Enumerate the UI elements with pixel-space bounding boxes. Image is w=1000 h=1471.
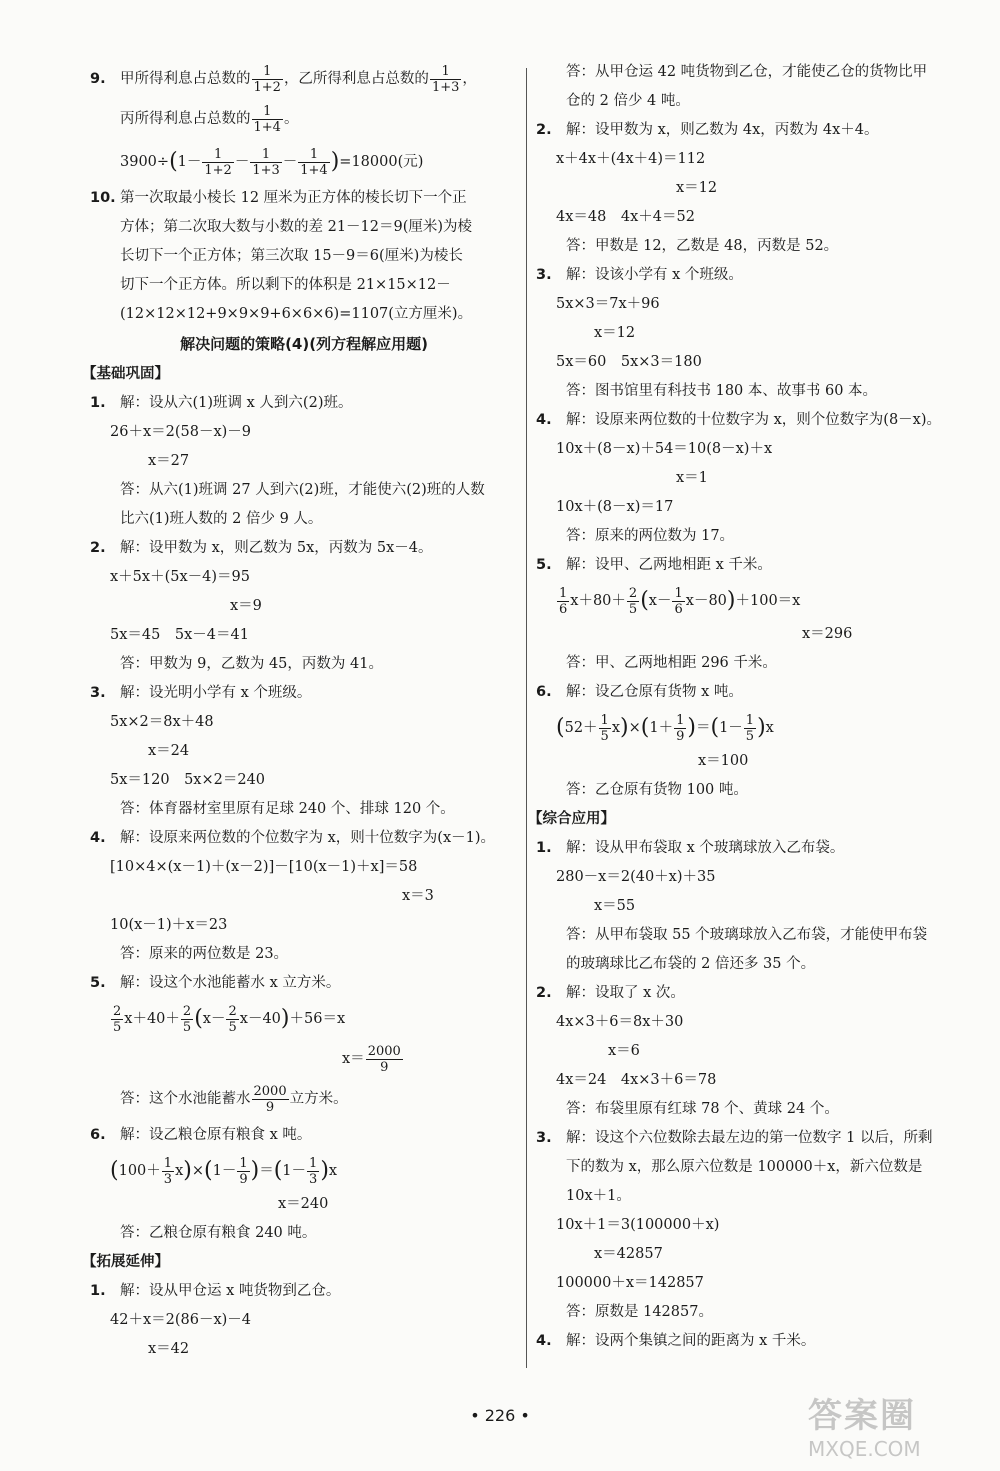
answer: 的玻璃球比乙布袋的 2 倍还多 35 个。 bbox=[566, 956, 816, 972]
ext-3-line-1: 3. 解：设该小学有 x 个班级。 bbox=[536, 267, 743, 283]
answer: 答：从甲仓运 42 吨货物到乙仓，才能使乙仓的货物比甲 bbox=[566, 64, 928, 80]
basic-6-line-1: 6. 解：设乙粮仓原有粮食 x 吨。 bbox=[90, 1127, 312, 1143]
equation: 5x＝45 5x－4＝41 bbox=[110, 627, 249, 643]
problem-10-line-5: (12×12×12+9×9×9+6×6×6)=1107(立方厘米)。 bbox=[120, 306, 473, 322]
solution: x＝9 bbox=[230, 598, 262, 614]
left-column bbox=[82, 62, 518, 1368]
solution: x＝12 bbox=[676, 180, 718, 196]
comp-4-line-1: 4. 解：设两个集镇之间的距离为 x 千米。 bbox=[536, 1333, 816, 1349]
section-label-extension: 【拓展延伸】 bbox=[82, 1254, 169, 1270]
column-divider bbox=[526, 68, 527, 1368]
answer: 答：这个水池能蓄水 $\frac{2000}{9}$ 立方米。 bbox=[120, 1083, 348, 1115]
answer: 答：甲数为 9，乙数为 45，丙数为 41。 bbox=[120, 656, 383, 672]
ext-5-line-1: 5. 解：设甲、乙两地相距 x 千米。 bbox=[536, 557, 772, 573]
ext-1-line-1: 1. 解：设从甲仓运 x 吨货物到乙仓。 bbox=[90, 1283, 341, 1299]
watermark-url: MXQE.COM bbox=[808, 1437, 921, 1461]
answer: 答：原数是 142857。 bbox=[566, 1304, 713, 1320]
answer: 答：乙仓原有货物 100 吨。 bbox=[566, 782, 748, 798]
fraction: $\frac{1}{1+2}$ bbox=[253, 63, 281, 95]
ext-2-line-1: 2. 解：设甲数为 x，则乙数为 4x，丙数为 4x＋4。 bbox=[536, 122, 879, 138]
answer: 比六(1)班人数的 2 倍少 9 人。 bbox=[120, 511, 323, 527]
problem-text: 10x＋1。 bbox=[566, 1188, 631, 1204]
comp-1-line-1: 1. 解：设从甲布袋取 x 个玻璃球放入乙布袋。 bbox=[536, 840, 845, 856]
equation: 10x＋(8－x)＝17 bbox=[556, 499, 674, 515]
fraction: $\frac{1}{1+3}$ bbox=[431, 63, 460, 95]
equation: 26＋x＝2(58－x)－9 bbox=[110, 424, 252, 440]
problem-10-line-4: 切下一个正方体。所以剩下的体积是 21×15×12－ bbox=[120, 277, 451, 293]
basic-5-line-1: 5. 解：设这个水池能蓄水 x 立方米。 bbox=[90, 975, 341, 991]
equation: 4x＝24 4x×3＋6＝78 bbox=[556, 1072, 717, 1088]
answer: 仓的 2 倍少 4 吨。 bbox=[566, 93, 690, 109]
section-label-comprehensive: 【综合应用】 bbox=[528, 811, 615, 827]
equation: 42＋x＝2(86－x)－4 bbox=[110, 1312, 252, 1328]
solution: x＝24 bbox=[148, 743, 190, 759]
equation: x＋4x＋(4x＋4)＝112 bbox=[556, 151, 706, 167]
equation: 5x＝60 5x×3＝180 bbox=[556, 354, 702, 370]
solution: x＝27 bbox=[148, 453, 190, 469]
answer: 答：原来的两位数为 17。 bbox=[566, 528, 735, 544]
problem-9-line-2: 丙所得利息占总数的 $\frac{1}{1+4}$ 。 bbox=[120, 103, 299, 135]
answer: 答：布袋里原有红球 78 个、黄球 24 个。 bbox=[566, 1101, 839, 1117]
answer: 答：体育器材室里原有足球 240 个、排球 120 个。 bbox=[120, 801, 455, 817]
equation: (52＋ $\frac{1}{5}$ x)×(1＋ $\frac{1}{9}$ )＝(1－ $\frac{1}{5}$ )x bbox=[556, 712, 774, 744]
comp-3-line-1: 3. 解：设这个六位数除去最左边的第一位数字 1 以后，所剩 bbox=[536, 1130, 933, 1146]
comp-2-line-1: 2. 解：设取了 x 次。 bbox=[536, 985, 685, 1001]
fraction: $\frac{1}{1+4}$ bbox=[253, 103, 281, 135]
solution: x＝6 bbox=[608, 1043, 640, 1059]
solution: x＝240 bbox=[278, 1196, 329, 1212]
equation: 280－x＝2(40＋x)＋35 bbox=[556, 869, 716, 885]
ext-4-line-1: 4. 解：设原来两位数的十位数字为 x，则个位数字为(8－x)。 bbox=[536, 412, 942, 428]
equation: 5x×2＝8x＋48 bbox=[110, 714, 214, 730]
basic-2-line-1: 2. 解：设甲数为 x，则乙数为 5x，丙数为 5x－4。 bbox=[90, 540, 433, 556]
equation: x＋5x＋(5x－4)＝95 bbox=[110, 569, 250, 585]
equation: $\frac{2}{5}$ x＋40＋ $\frac{2}{5}$ (x－ $\frac{2}{5}$ x－40)＋56＝x bbox=[113, 1003, 346, 1035]
equation: 10(x－1)＋x＝23 bbox=[110, 917, 228, 933]
answer: 答：图书馆里有科技书 180 本、故事书 60 本。 bbox=[566, 383, 878, 399]
equation: (100＋ $\frac{1}{3}$ x)×(1－ $\frac{1}{9}$ )＝(1－ $\frac{1}{3}$ )x bbox=[110, 1155, 338, 1187]
ext-6-line-1: 6. 解：设乙仓原有货物 x 吨。 bbox=[536, 684, 743, 700]
solution: x＝1 bbox=[676, 470, 708, 486]
solution: x＝100 bbox=[698, 753, 749, 769]
problem-9-line-1: 9. 甲所得利息占总数的 $\frac{1}{1+2}$ ，乙所得利息占总数的 $\frac{1}{1+3}$ ， bbox=[90, 63, 477, 95]
answer: 答：从甲布袋取 55 个玻璃球放入乙布袋，才能使甲布袋 bbox=[566, 927, 928, 943]
answer: 答：乙粮仓原有粮食 240 吨。 bbox=[120, 1225, 317, 1241]
solution: x＝ $\frac{2000}{9}$ bbox=[342, 1043, 401, 1075]
problem-10-line-2: 方体；第二次取大数与小数的差 21－12＝9(厘米)为棱 bbox=[120, 219, 473, 235]
equation: [10×4×(x－1)＋(x－2)]－[10(x－1)＋x]＝58 bbox=[110, 859, 418, 875]
basic-1-line-1: 1. 解：设从六(1)班调 x 人到六(2)班。 bbox=[90, 395, 353, 411]
answer: 答：甲、乙两地相距 296 千米。 bbox=[566, 655, 777, 671]
equation: 4x＝48 4x＋4＝52 bbox=[556, 209, 695, 225]
watermark-logo bbox=[808, 1388, 978, 1460]
problem-10-line-3: 长切下一个正方体；第三次取 15－9＝6(厘米)为棱长 bbox=[120, 248, 463, 264]
equation: 5x＝120 5x×2＝240 bbox=[110, 772, 266, 788]
page-number: • 226 • bbox=[470, 1406, 530, 1425]
problem-10-line-1: 10. 第一次取最小棱长 12 厘米为正方体的棱长切下一个正 bbox=[90, 190, 467, 206]
answer: 答：甲数是 12，乙数是 48，丙数是 52。 bbox=[566, 238, 839, 254]
problem-9-equation: 3900÷(1－ $\frac{1}{1+2}$ － $\frac{1}{1+3}$ － $\frac{1}{1+4}$ )=18000(元) bbox=[120, 146, 424, 178]
equation: $\frac{1}{6}$ x＋80＋ $\frac{2}{5}$ (x－ $\frac{1}{6}$ x－80)＋100＝x bbox=[559, 585, 801, 617]
problem-number: 9. bbox=[90, 71, 106, 87]
solution: x＝12 bbox=[594, 325, 636, 341]
answer: 答：原来的两位数是 23。 bbox=[120, 946, 289, 962]
solution: x＝55 bbox=[594, 898, 636, 914]
solution: x＝42 bbox=[148, 1341, 190, 1357]
section-heading: 解决问题的策略(4)(列方程解应用题) bbox=[180, 335, 428, 353]
basic-4-line-1: 4. 解：设原来两位数的个位数字为 x，则十位数字为(x－1)。 bbox=[90, 830, 496, 846]
solution: x＝296 bbox=[802, 626, 853, 642]
right-column bbox=[528, 62, 966, 1360]
basic-3-line-1: 3. 解：设光明小学有 x 个班级。 bbox=[90, 685, 312, 701]
equation: 5x×3＝7x＋96 bbox=[556, 296, 660, 312]
equation: 4x×3＋6＝8x＋30 bbox=[556, 1014, 684, 1030]
solution: x＝3 bbox=[402, 888, 434, 904]
solution: x＝42857 bbox=[594, 1246, 663, 1262]
answer: 答：从六(1)班调 27 人到六(2)班，才能使六(2)班的人数 bbox=[120, 482, 485, 498]
problem-text: 下的数为 x，那么原六位数是 100000＋x，新六位数是 bbox=[566, 1159, 923, 1175]
watermark-text: 答案圈 bbox=[808, 1396, 916, 1436]
equation: 100000＋x＝142857 bbox=[556, 1275, 704, 1291]
equation: 10x＋(8－x)＋54＝10(8－x)＋x bbox=[556, 441, 773, 457]
equation: 10x＋1＝3(100000＋x) bbox=[556, 1217, 720, 1233]
section-label-basic: 【基础巩固】 bbox=[82, 366, 169, 382]
